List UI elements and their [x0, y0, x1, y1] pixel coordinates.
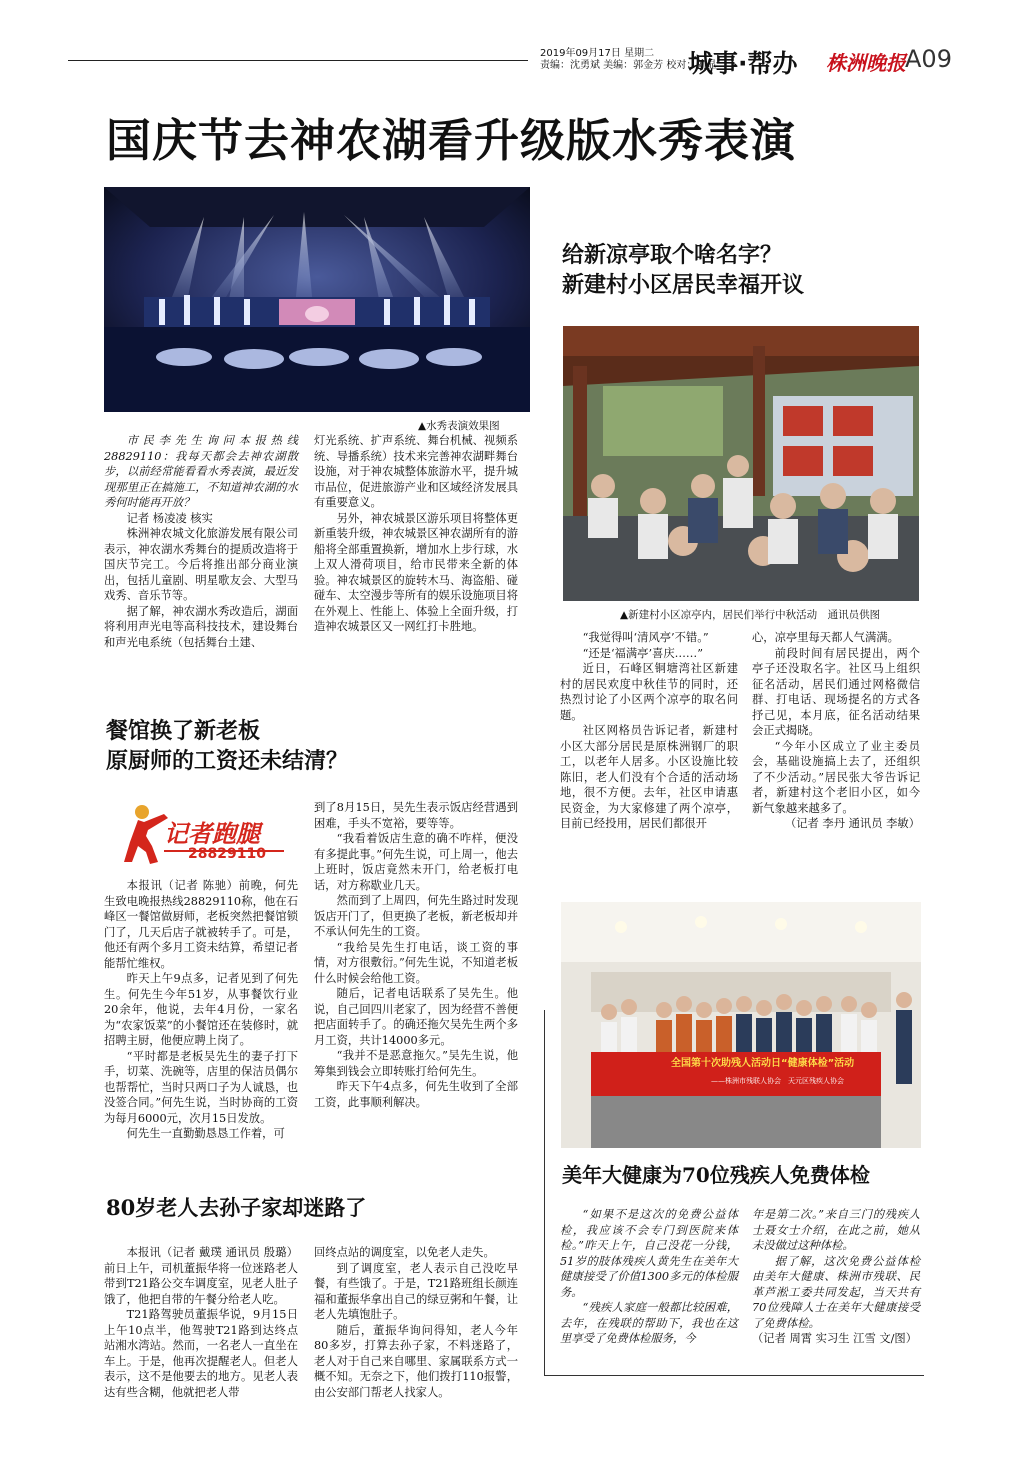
- story4-col1: [104, 1245, 298, 1400]
- story5-col2: [752, 1207, 920, 1347]
- story1-col2: [314, 433, 518, 635]
- story3-title-line2: 原厨师的工资还未结清？: [106, 748, 349, 774]
- paragraph: 灯光系统、扩声系统、舞台机械、视频系统、导播系统）技术来完善神农湖畔舞台设施，对于神农城整体旅游水平，提升城市品位，促进旅游产业和区域经济发展具有重要意义。: [314, 434, 518, 509]
- paragraph: 然而到了上周四，何先生路过时发现饭店开门了，但更换了老板，新老板却并不承认何先生的工资。: [314, 894, 518, 938]
- story3-col1: [104, 878, 298, 1142]
- paragraph: 株洲神农城文化旅游发展有限公司表示，神农湖水秀舞台的提质改造将于国庆节完工。今后将推出部分商业演出，包括儿童剧、明星歌友会、大型马戏秀、音乐节等。: [104, 527, 298, 602]
- paragraph: 回终点站的调度室，以免老人走失。: [314, 1246, 495, 1259]
- paragraph: “我觉得叫‘清风亭’不错。”: [582, 631, 709, 644]
- story5-box-rule-bottom: [544, 1375, 924, 1376]
- story2-col2: [752, 630, 920, 832]
- paragraph: “今年小区成立了业主委员会，基础设施搞上去了，还组织了不少活动。”居民张大爷告诉记者，新建村这个老旧小区，如今新气象越来越多了。: [752, 739, 920, 815]
- logo-phone: 28829110: [188, 846, 266, 862]
- paragraph: T21路驾驶员董振华说，9月15日上午10点半，他驾驶T21路到达终点站湘水湾站。然而，一名老人一直坐在车上。于是，他再次提醒老人。但老人表示，这不是他要去的地方。见老人表达有些含糊，他就把老人带: [104, 1308, 298, 1399]
- paragraph: 到了8月15日，吴先生表示饭店经营遇到困难，手头不宽裕，要等等。: [314, 801, 518, 830]
- story5-box-rule-left: [544, 1010, 545, 1375]
- paragraph: 社区网格员告诉记者，新建村小区大部分居民是原株洲钢厂的职工，以老年人居多。小区设施比较陈旧，老人们没有个合适的活动场地，很不方便。去年，社区申请惠民资金，为大家修建了两个凉亭，目前已经投用，居民们都很开: [560, 724, 738, 830]
- health-banner-text: 全国第十次助残人活动日“健康体检”活动: [671, 1058, 855, 1069]
- paragraph: “我看着饭店生意的确不咋样，便没有多提此事。”何先生说，可上周一，他去上班时，饭店竟然未开门，给老板打电话，对方称歇业几天。: [314, 832, 518, 892]
- header-rule: [68, 60, 528, 61]
- paragraph: 随后，记者电话联系了吴先生。他说，自己回四川老家了，因为经营不善便把店面转手了。的确还拖欠吴先生两个多月工资，共计14000多元。: [314, 987, 518, 1047]
- paragraph: 年是第二次。”来自三门的残疾人士聂女士介绍，在此之前，她从未没做过这种体检。: [752, 1208, 920, 1252]
- paragraph: “平时都是老板吴先生的妻子打下手，切菜、洗碗等，店里的保洁员偶尔也帮帮忙，当时只两口子为人诚恳，也没签合同。”何先生说，当时协商的工资为每月6000元，次月15日发放。: [104, 1049, 298, 1125]
- pavilion-photo: [563, 326, 919, 601]
- story4-title: 80岁老人去孙子家却迷路了: [106, 1195, 367, 1220]
- story2-title: [562, 240, 804, 300]
- water-show-photo: [104, 187, 530, 412]
- paragraph: 昨天下午4点多，何先生收到了全部工资，此事顺利解决。: [314, 1080, 518, 1109]
- paragraph: 前段时间有居民提出，两个亭子还没取名字。社区马上组织征名活动，居民们通过网格微信群、打电话、现场提名的方式各抒己见，本月底，征名活动结果会正式揭晓。: [752, 646, 920, 737]
- paragraph: 据了解，这次免费公益体检由美年大健康、株洲市残联、民革芦淞工委共同发起，当天共有70位残障人士在美年大健康接受了免费体检。: [752, 1254, 920, 1330]
- paragraph: 另外，神农城景区游乐项目将整体更新重装升级，神农城景区神农湖所有的游船将全部重置换新，增加水上步行球，水上双人滑荷项目，给市民带来全新的体验。神农城景区的旋转木马、海盗船、碰碰车、太空漫步等所有的娱乐设施项目将在外观上、性能上、体验上全面升级，打造神农城景区又一网红打卡胜地。: [314, 511, 518, 633]
- paragraph: 近日，石峰区铜塘湾社区新建村的居民欢度中秋佳节的同时，还热烈讨论了小区两个凉亭的取名问题。: [560, 662, 738, 722]
- paragraph: 随后，董振华询问得知，老人今年80多岁，打算去孙子家，不料迷路了，老人对于自己来自哪里、家属联系方式一概不知。无奈之下，他们拨打110报警，由公安部门帮老人找家人。: [314, 1323, 518, 1399]
- health-banner-subtext: ——株洲市残联人协会 天元区残疾人协会: [711, 1077, 844, 1085]
- paragraph: 何先生一直勤勤恳恳工作着，可: [126, 1127, 285, 1140]
- paragraph: 到了调度室，老人表示自己没吃早餐，有些饿了。于是，T21路班组长颜连福和董振华拿出自己的绿豆粥和午餐，让老人先填饱肚子。: [314, 1261, 518, 1321]
- story5-title: 美年大健康为70位残疾人免费体检: [562, 1163, 870, 1187]
- paragraph: （记者 周霄 实习生 江雪 文/图）: [752, 1332, 918, 1345]
- story1-col1: [104, 433, 298, 650]
- logo-title: 记者跑腿: [164, 820, 260, 848]
- water-show-caption: ▲水秀表演效果图: [418, 420, 500, 432]
- story4-col2: [314, 1245, 518, 1400]
- main-headline: 国庆节去神农湖看升级版水秀表演: [106, 114, 797, 167]
- paragraph: 市民李先生询问本报热线28829110：我每天都会去神农湖散步，以前经常能看看水秀表演，最近发现那里正在搞施工，不知道神农湖的水秀何时能再开放？: [104, 434, 298, 509]
- story2-title-line2: 新建村小区居民幸福开议: [562, 272, 805, 298]
- paragraph: “我并不是恶意拖欠。”吴先生说，他筹集到钱会立即转账打给何先生。: [314, 1049, 518, 1078]
- paragraph: （记者 李丹 通讯员 李敏）: [784, 817, 920, 830]
- paragraph: “还是‘福满亭’喜庆……”: [582, 646, 703, 660]
- pavilion-caption: ▲新建村小区凉亭内，居民们举行中秋活动 通讯员供图: [620, 609, 881, 621]
- paragraph: 据了解，神农湖水秀改造后，湖面将利用声光电等高科技技术，建设舞台和声光电系统（包括舞台土建、: [104, 604, 298, 649]
- paragraph: 记者 杨凌凌 核实: [126, 511, 213, 525]
- paragraph: “我给吴先生打电话，谈工资的事情，对方很敷衍。”何先生说，不知道老板什么时候会给他工资。: [314, 940, 518, 985]
- paragraph: “如果不是这次的免费公益体检，我应该不会专门到医院来体检。”昨天上午，自己没花一分钱，51岁的肢体残疾人黄先生在美年大健康接受了价值1300多元的体检服务。: [560, 1208, 738, 1299]
- page-number: A09: [905, 45, 952, 73]
- paragraph: 昨天上午9点多，记者见到了何先生。何先生今年51岁，从事餐饮行业20余年，他说，去年4月份，一家名为“农家饭菜”的小餐馆还在装修时，就招聘主厨，他便应聘上岗了。: [104, 972, 298, 1047]
- story3-title: [106, 716, 348, 776]
- editor-credits: 责编：沈勇斌 美编：郭金芳 校对：刘显: [540, 60, 717, 71]
- health-check-photo: [561, 902, 921, 1148]
- story3-title-line1: 餐馆换了新老板: [106, 718, 261, 744]
- paragraph: 本报讯（记者 戴璞 通讯员 殷璐）前日上午，司机董振华将一位迷路老人带到T21路公交车调度室，见老人肚子饿了，他把自带的午餐分给老人吃。: [104, 1246, 298, 1306]
- paragraph: “残疾人家庭一般都比较困难，去年，在残联的帮助下，我也在这里享受了免费体检服务，今: [560, 1301, 738, 1345]
- story5-col1: [560, 1207, 738, 1347]
- story2-col1: [560, 630, 738, 832]
- paragraph: 心，凉亭里每天都人气满满。: [752, 631, 899, 644]
- story3-col2: [314, 800, 518, 1110]
- paragraph: 本报讯（记者 陈驰）前晚，何先生致电晚报热线28829110称，他在石峰区一餐馆做厨师，老板突然把餐馆锁门了，几天后店子就被转手了。可是，他还有两个多月工资未结算，希望记者能帮忙维权。: [104, 879, 298, 970]
- section-title: 城事·帮办: [688, 49, 798, 78]
- newspaper-logo: 株洲晚报: [826, 51, 906, 75]
- story2-title-line1: 给新凉亭取个啥名字？: [562, 242, 783, 268]
- reporter-errand-logo: [124, 802, 294, 866]
- issue-date: 2019年09月17日 星期二: [540, 48, 655, 59]
